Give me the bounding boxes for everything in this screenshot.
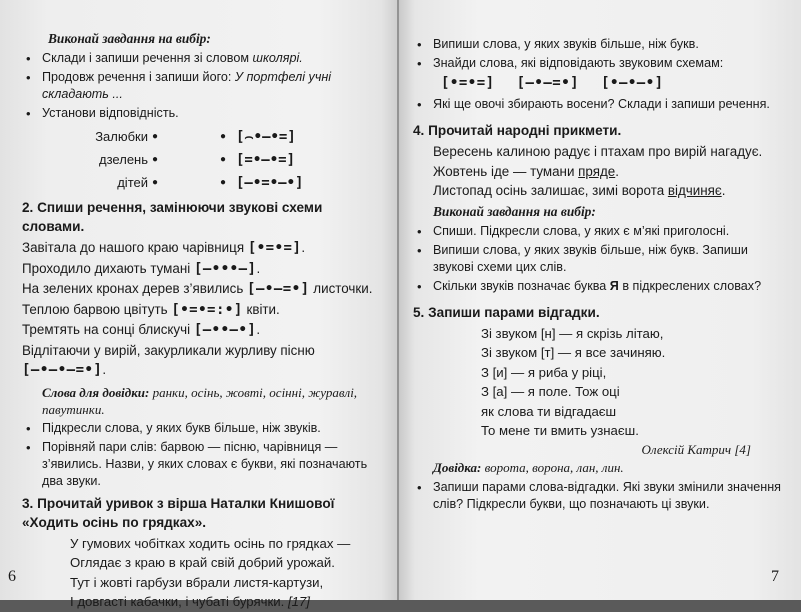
sound-schema: [•–•–•]	[601, 75, 664, 91]
bullet-text: Установи відповідність.	[42, 106, 179, 120]
bullet-text: Випиши слова, у яких звуків більше, ніж букв. Запиши звукові схеми цих слів.	[433, 242, 748, 274]
line-text: Вересень калиною радує і птахам про вирій нагадує.	[433, 144, 763, 159]
line-text: Тремтять на сонці блискучі	[22, 322, 191, 337]
task-4-title: 4. Прочитай народні прикмети.	[413, 123, 622, 138]
right-page	[399, 0, 801, 600]
bullet-text: Порівняй пари слів: барвою — пісню, чарівниця — з’явились. Назви, у яких словах є букви, які позначають два звуки.	[42, 439, 368, 488]
match-schema: [–•=•–•]	[236, 175, 304, 191]
bullet-dot-icon: •	[26, 51, 31, 66]
bullet-text: Які ще овочі збирають восени? Склади і запиши речення.	[433, 97, 770, 111]
left-bullet-2	[22, 69, 379, 103]
proverb-line	[433, 162, 781, 182]
match-dot-icon: ●	[152, 154, 159, 165]
line-tail: листочки.	[309, 281, 373, 296]
bullet-dot-icon: •	[26, 420, 31, 436]
bullet-dot-icon: •	[417, 479, 422, 495]
bullet-text: Продовж речення і запиши його:	[42, 70, 235, 84]
left-bullet-3	[22, 105, 379, 122]
riddle-line: З [а] — я поле. Тож оці	[481, 384, 620, 399]
bullet-bold-letter: Я	[609, 278, 619, 293]
task-5-title: 5. Запиши парами відгадки.	[413, 304, 600, 320]
line-text: Завітала до нашого краю чарівниця	[22, 240, 245, 255]
right-bullet-7	[413, 479, 781, 513]
match-word: Залюбки	[95, 129, 148, 144]
sound-schema: [–••–•]	[193, 322, 257, 338]
hint-label: Слова для довідки:	[42, 384, 150, 400]
bullet-text: Спиши. Підкресли слова, у яких є м’які приголосні.	[433, 223, 730, 238]
match-schema: [⌢•–•=]	[236, 129, 296, 145]
bullet-dot-icon: •	[26, 106, 31, 121]
match-word: дзелень	[99, 152, 148, 167]
line-text: Листопад осінь залишає, зимі ворота	[433, 183, 668, 198]
task-2-line	[22, 341, 379, 361]
task-2-line	[22, 320, 379, 341]
sound-schema: [•=•=:•]	[171, 301, 243, 318]
sound-schema: [–•–•–=•]	[22, 362, 103, 378]
poem-reference: [17]	[284, 594, 310, 609]
task-2-line	[22, 360, 379, 381]
proverb-line	[433, 142, 781, 162]
bullet-dot-icon: •	[417, 37, 422, 52]
task-2-line	[22, 300, 379, 321]
bullet-emphasis: У портфелі учні складають ...	[42, 70, 332, 101]
riddle-line: З [и] — я риба у ріці,	[481, 364, 607, 380]
bullet-text: Випиши слова, у яких звуків більше, ніж букв.	[433, 37, 699, 51]
riddle-line: Зі звуком [н] — я скрізь літаю,	[481, 325, 664, 341]
line-text: Жовтень іде — тумани	[433, 163, 579, 179]
poem-line: У гумових чобітках ходить осінь по грядках —	[70, 535, 351, 551]
match-schema: [=•–•=]	[236, 152, 296, 168]
sound-schema: [–•••–]	[193, 260, 257, 277]
left-bullet-1	[22, 50, 379, 67]
riddle-line: То мене ти вмить узнаєш.	[481, 423, 639, 438]
hint-text: ранки, осінь, жовті, осінні, журавлі, павутинки.	[42, 384, 358, 417]
right-bullet-2	[413, 55, 781, 72]
match-row	[22, 149, 379, 171]
line-text: Проходило дихають тумані	[22, 260, 191, 276]
right-bullet-4	[413, 223, 781, 240]
line-text: Теплою барвою цвітуть	[22, 301, 168, 317]
left-page	[0, 0, 397, 609]
bullet-dot-icon: •	[417, 242, 422, 258]
poem-line: Тут і жовті гарбузи вбрали листя-картузи,	[70, 574, 324, 590]
right-hint	[413, 459, 781, 477]
sound-schemas-row	[413, 74, 781, 92]
page-number-right: 7	[771, 568, 779, 585]
hint-label: Довідка:	[433, 459, 482, 475]
bullet-dot-icon: •	[417, 97, 422, 112]
left-bullet-4	[22, 420, 379, 437]
line-tail: .	[721, 183, 726, 198]
proverb-line	[433, 181, 781, 201]
line-text: На зелених кронах дерев з’явились	[22, 281, 244, 296]
poem-line	[22, 592, 379, 612]
task-2-line	[22, 238, 379, 259]
task-3-title: 3. Прочитай уривок з вірша Наталки Книшової «Ходить осінь по грядках».	[22, 495, 335, 530]
line-tail: квіти.	[242, 301, 280, 317]
match-dot-icon: ●	[220, 131, 227, 142]
match-dot-icon: ●	[220, 154, 227, 165]
task-4-body	[413, 142, 781, 201]
line-tail: .	[256, 322, 261, 337]
bullet-dot-icon: •	[26, 439, 31, 455]
bullet-dot-icon: •	[26, 70, 31, 85]
sound-schema: [–•–=•]	[516, 75, 580, 91]
bullet-dot-icon: •	[417, 223, 422, 239]
riddle-block	[413, 324, 781, 441]
underlined-word: відчиняє	[667, 183, 722, 198]
bullet-dot-icon: •	[417, 278, 422, 294]
line-tail: .	[301, 240, 306, 255]
poem-block	[22, 534, 379, 612]
task-2-title: 2. Спиши речення, замінюючи звукові схеми словами.	[22, 200, 323, 234]
line-tail: .	[615, 163, 619, 179]
right-bullet-3	[413, 96, 781, 113]
line-text: Відлітаючи у вирій, закурликали журливу пісню	[22, 342, 315, 358]
line-tail: .	[102, 362, 107, 377]
left-hint	[22, 384, 379, 418]
task-2-line	[22, 279, 379, 300]
right-bullet-5	[413, 242, 781, 276]
right-bullet-1	[413, 36, 781, 53]
line-tail: .	[256, 260, 261, 276]
task-2-body	[22, 238, 379, 381]
bullet-tail: в підкреслених словах?	[618, 278, 762, 293]
underlined-word: пряде	[578, 163, 616, 179]
hint-text: ворота, ворона, лан, лин.	[481, 459, 624, 475]
right-bullet-6	[413, 278, 781, 295]
sound-schema: [•=•=]	[441, 75, 495, 91]
riddle-author: Олексій Катрич [4]	[641, 441, 751, 457]
left-heading: Виконай завдання на вибір:	[48, 31, 211, 46]
left-bullet-5	[22, 439, 379, 490]
sound-schema: [•=•=]	[247, 240, 302, 256]
match-row	[22, 172, 379, 194]
bullet-text: Запиши парами слова-відгадки. Які звуки змінили значення слів? Підкресли букви, що позначають ці звуки.	[433, 479, 781, 511]
match-exercise	[22, 126, 379, 194]
right-heading: Виконай завдання на вибір:	[433, 203, 596, 219]
riddle-line: Зі звуком [т] — я все зачиняю.	[481, 345, 666, 360]
match-dot-icon: ●	[220, 177, 227, 188]
page-number-left: 6	[8, 568, 16, 585]
riddle-line: як слова ти відгадаєш	[481, 403, 617, 419]
match-dot-icon: ●	[152, 177, 159, 188]
sound-schema: [–•–=•]	[247, 281, 310, 297]
bullet-text: Підкресли слова, у яких букв більше, ніж звуків.	[42, 420, 321, 435]
task-2-line	[22, 259, 379, 280]
match-dot-icon: ●	[152, 131, 159, 142]
bullet-dot-icon: •	[417, 56, 422, 71]
match-word: дітей	[117, 175, 148, 190]
bullet-text: Склади і запиши речення зі словом	[42, 51, 253, 65]
match-row	[22, 126, 379, 148]
bullet-emphasis: школярі.	[252, 51, 303, 65]
poem-text: І довгасті кабачки, і чубаті бурячки.	[70, 594, 285, 609]
bullet-text: Скільки звуків позначає буква	[433, 278, 610, 293]
bullet-text: Знайди слова, які відповідають звуковим схемам:	[433, 56, 724, 70]
poem-line: Оглядає з краю в край свій добрий урожай.	[70, 555, 335, 570]
